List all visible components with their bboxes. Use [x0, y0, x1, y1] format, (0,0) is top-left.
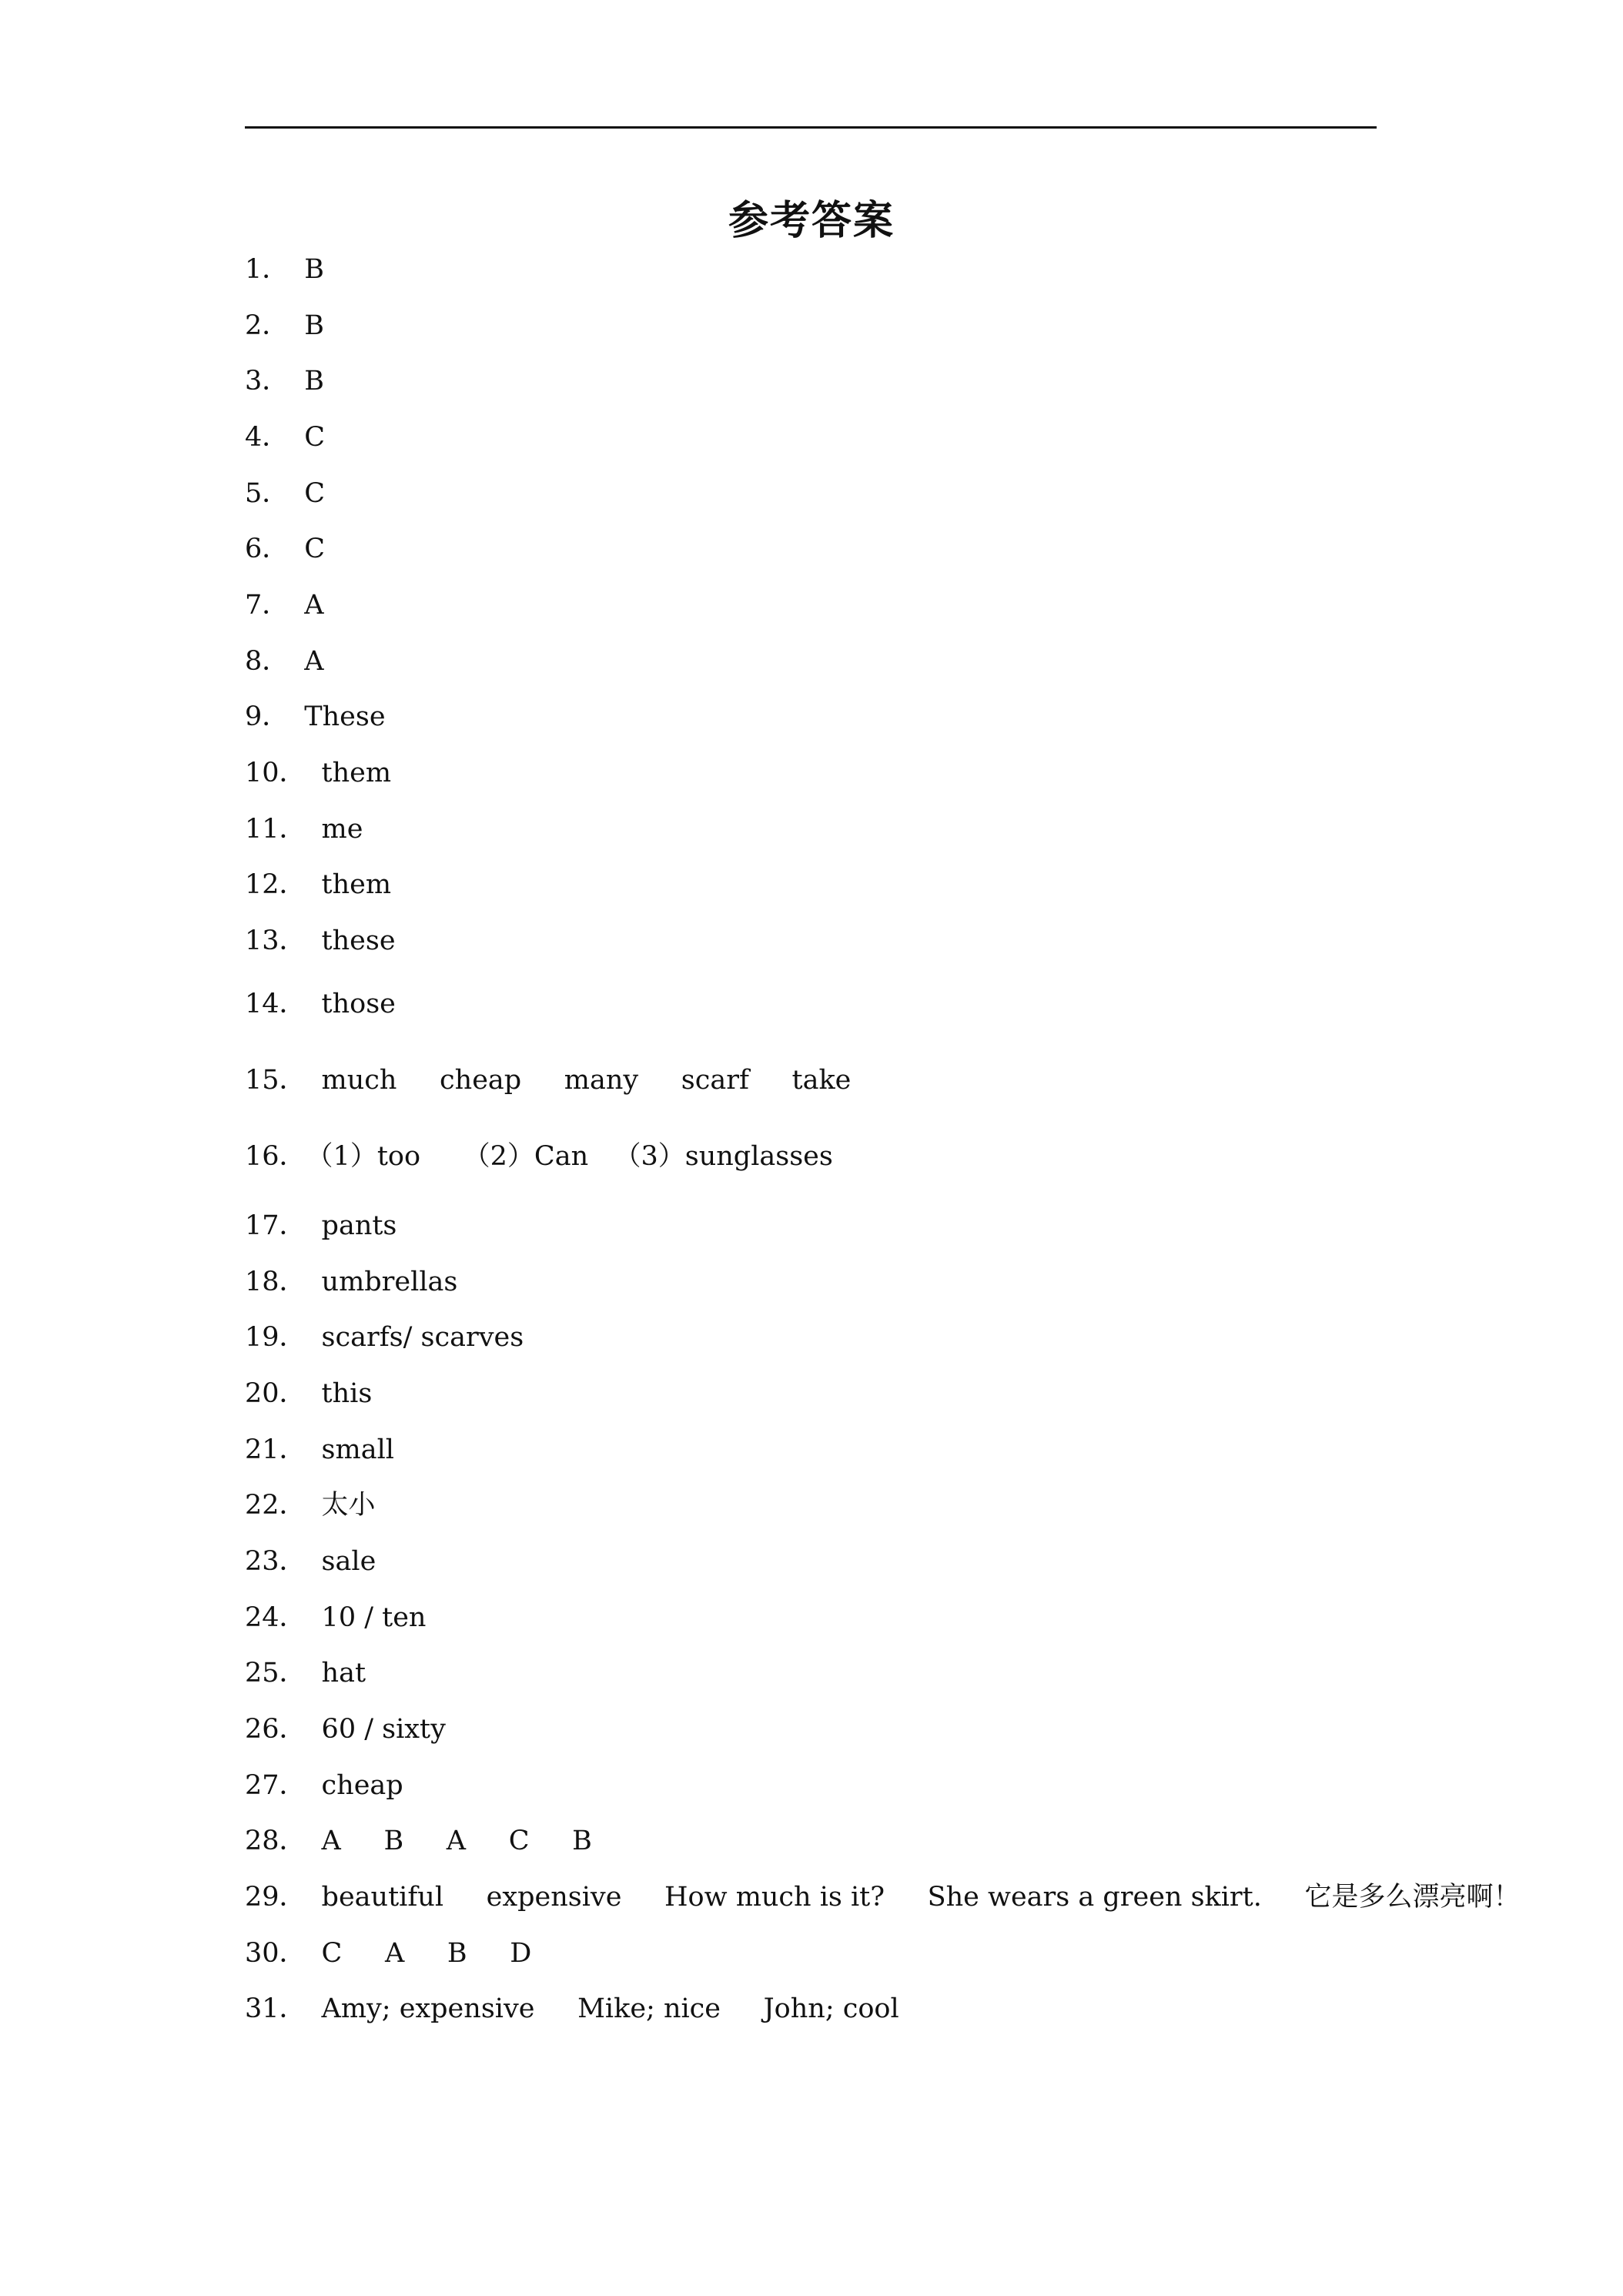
answer-item [245, 1063, 851, 1098]
answer-text: B [304, 254, 325, 285]
answer-number: 29． [245, 1882, 306, 1913]
answer-text: them [321, 869, 392, 900]
answer-number: 30． [245, 1938, 306, 1969]
answer-item [245, 755, 391, 791]
answer-text: 60 / sixty [321, 1714, 446, 1745]
answer-text: small [321, 1434, 394, 1465]
answer-number: 26． [245, 1714, 306, 1745]
answer-number: 13． [245, 925, 306, 956]
answer-item [245, 252, 324, 287]
answer-number: 10． [245, 758, 306, 788]
answer-number: 23． [245, 1546, 306, 1577]
answer-number: 27． [245, 1770, 306, 1801]
answer-text: C [304, 422, 326, 453]
answer-text: beautiful expensive How much is it? She wears a green skirt. 它是多么漂亮啊！ [321, 1882, 1521, 1913]
answer-text: A [304, 590, 324, 621]
answer-text: A [304, 646, 324, 677]
answer-text: umbrellas [321, 1267, 458, 1297]
answer-item [245, 476, 325, 511]
answer-item [245, 1376, 372, 1411]
answer-number: 2． [245, 310, 289, 341]
answer-number: 15． [245, 1065, 306, 1096]
answer-number: 18． [245, 1267, 306, 1297]
answer-text: pants [321, 1210, 397, 1241]
answer-item [245, 420, 325, 455]
answer-item [245, 1208, 397, 1243]
answer-text: sale [321, 1546, 376, 1577]
answer-item [245, 1991, 899, 2027]
answer-text: Amy; expensive Mike; nice John; cool [321, 1993, 899, 2024]
answer-number: 3． [245, 366, 289, 397]
answer-item [245, 699, 386, 735]
answer-number: 5． [245, 478, 289, 509]
page-title: 参考答案 [728, 197, 895, 244]
answer-number: 17． [245, 1210, 306, 1241]
answer-text: them [321, 758, 392, 788]
answer-text: this [321, 1378, 373, 1409]
answer-text: cheap [321, 1770, 403, 1801]
answer-item [245, 867, 391, 902]
answer-number: 4． [245, 422, 289, 453]
answer-text: B [304, 310, 325, 341]
answer-number: 9． [245, 701, 289, 732]
answer-item [245, 1544, 376, 1579]
answer-text: those [321, 989, 396, 1019]
answer-item [245, 531, 325, 567]
answer-item [245, 308, 324, 343]
answer-item [245, 1488, 376, 1523]
answer-item [245, 812, 363, 847]
answer-number: 24． [245, 1602, 306, 1633]
answer-number: 1． [245, 254, 289, 285]
answer-number: 7． [245, 590, 289, 621]
answer-number: 6． [245, 534, 289, 564]
answer-item [245, 587, 324, 623]
answer-text: These [304, 701, 386, 732]
answer-number: 19． [245, 1322, 306, 1353]
header-rule [245, 126, 1377, 129]
answer-item [245, 1768, 403, 1803]
answer-text: these [321, 925, 396, 956]
answer-text: me [321, 814, 363, 845]
answer-number: 31． [245, 1993, 306, 2024]
answer-text: C A B D [321, 1938, 532, 1969]
answer-item [245, 1823, 592, 1859]
answer-item [245, 1655, 366, 1691]
answer-number: 28． [245, 1826, 306, 1856]
answer-number: 21． [245, 1434, 306, 1465]
answer-number: 11． [245, 814, 306, 845]
answer-text: （1）too （2）Can （3）sunglasses [306, 1141, 833, 1172]
answer-text: 10 / ten [321, 1602, 427, 1633]
answer-text: much cheap many scarf take [321, 1065, 852, 1096]
answer-text: 太小 [321, 1490, 376, 1521]
answer-text: C [304, 478, 326, 509]
answer-item [245, 644, 324, 679]
answer-text: B [304, 366, 325, 397]
answer-item [245, 1320, 524, 1355]
answer-number: 16． [245, 1141, 306, 1172]
answer-item [245, 1879, 1520, 1915]
answer-item [245, 363, 324, 399]
answer-item [245, 1936, 531, 1971]
answer-item [245, 986, 396, 1022]
answer-text: C [304, 534, 326, 564]
answer-number: 8． [245, 646, 289, 677]
answer-text: hat [321, 1658, 366, 1689]
answer-item [245, 1264, 457, 1300]
answer-number: 25． [245, 1658, 306, 1689]
answer-item [245, 1432, 394, 1468]
answer-text: scarfs/ scarves [321, 1322, 524, 1353]
answer-text: A B A C B [321, 1826, 592, 1856]
answer-item [245, 1712, 446, 1747]
answer-item [245, 1139, 833, 1174]
answer-number: 12． [245, 869, 306, 900]
answer-number: 22． [245, 1490, 306, 1521]
answer-number: 20． [245, 1378, 306, 1409]
answer-item [245, 923, 396, 959]
answer-number: 14． [245, 989, 306, 1019]
answer-item [245, 1600, 426, 1635]
